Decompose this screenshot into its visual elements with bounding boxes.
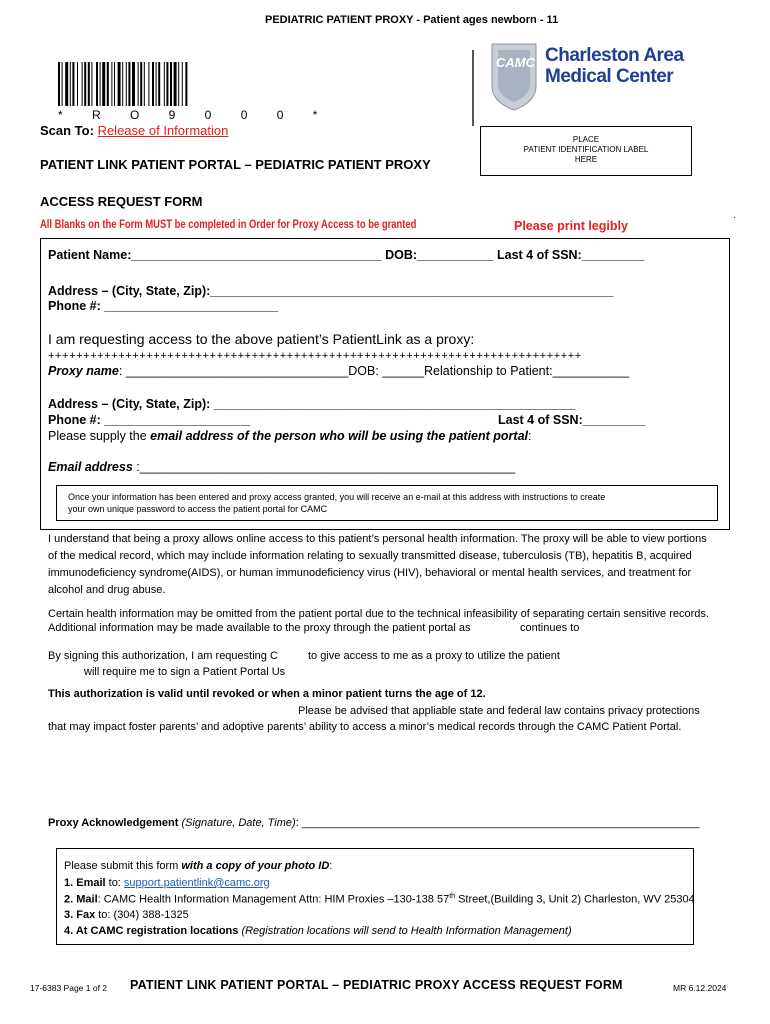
submit-email-link[interactable]: support.patientlink@camc.org	[123, 877, 270, 889]
barcode-bar	[164, 62, 165, 106]
scan-to-label: Scan To:	[40, 123, 94, 138]
info-box	[56, 485, 718, 521]
barcode-bar	[88, 62, 90, 106]
label-box-line2: PATIENT IDENTIFICATION LABEL	[523, 145, 649, 154]
patient-address-field[interactable]: Address – (City, State, Zip):__________________________________________________________	[48, 284, 614, 298]
signing-line-1a: By signing this authorization, I am requesting C	[48, 650, 278, 662]
submit-email-label: 1. Email	[64, 877, 106, 889]
understand-line-3: immunodeficiency syndrome(AIDS), or human immunodeficiency virus (HIV), behavioral or mental health services, and treatment for	[48, 567, 692, 579]
submit-reg-label: 4. At CAMC registration locations	[64, 925, 239, 937]
proxy-phone-field[interactable]: Phone #: _____________________	[48, 413, 251, 427]
request-text: I am requesting access to the above patient’s PatientLink as a proxy:	[48, 331, 475, 347]
proxy-name-field[interactable]: : ________________________________DOB: ______Relationship to Patient:___________	[118, 364, 630, 378]
barcode-bar	[128, 62, 130, 106]
form-title-1: PATIENT LINK PATIENT PORTAL – PEDIATRIC PATIENT PROXY	[40, 157, 431, 172]
barcode-bar	[182, 62, 183, 106]
barcode-bar	[152, 62, 154, 106]
omit-line-2b: continues to	[520, 622, 580, 634]
advised-line-2: that may impact foster parents’ and adoptive parents’ ability to access a minor’s medical records through the CAMC Patient Portal.	[48, 721, 682, 733]
scan-to-value: Release of Information	[97, 123, 229, 138]
warning-text: All Blanks on the Form MUST be completed in Order for Proxy Access to be granted	[40, 219, 417, 231]
understand-line-2: of the medical record, which may include information relating to sexually transmitted disease, tuberculosis (TB), hepatitis B, acquired	[48, 550, 692, 562]
barcode-bar	[140, 62, 142, 106]
barcode-bar	[82, 62, 83, 106]
barcode-bar	[58, 62, 60, 106]
submit-intro-pre: Please submit this form	[64, 860, 182, 872]
submit-mail-text: : CAMC Health Information Management Attn: HIM Proxies –130-138 57	[97, 893, 450, 906]
barcode-bar	[166, 62, 168, 106]
ack-paren: (Signature, Date, Time)	[178, 817, 296, 829]
barcode-bar	[102, 62, 105, 106]
signing-line-1b: to give access to me as a proxy to utilize the patient	[308, 650, 560, 662]
submit-mail-rest: Street,(Building 3, Unit 2) Charleston, WV 25304	[455, 893, 695, 906]
footer-title: PATIENT LINK PATIENT PORTAL – PEDIATRIC PROXY ACCESS REQUEST FORM	[130, 978, 623, 992]
email-label: Email address	[48, 460, 133, 474]
barcode-bar	[148, 62, 149, 106]
print-legibly: Please print legibly	[514, 219, 628, 233]
patient-label-box	[480, 126, 692, 176]
barcode-bar	[91, 62, 92, 106]
understand-line-4: alcohol and drug abuse.	[48, 584, 166, 596]
barcode-bar	[96, 62, 98, 106]
logo-line2: Medical Center	[545, 66, 674, 87]
barcode	[58, 62, 290, 110]
submit-intro-bold: with a copy of your photo ID	[181, 860, 330, 872]
submit-fax-text: to: (304) 388-1325	[95, 909, 189, 921]
barcode-bar	[100, 62, 101, 106]
barcode-bar	[178, 62, 179, 106]
submit-mail-sup: th	[449, 893, 456, 900]
barcode-bar	[122, 62, 123, 106]
barcode-bar	[107, 62, 109, 106]
barcode-bar	[144, 62, 145, 106]
barcode-bar	[126, 62, 127, 106]
barcode-bar	[62, 62, 63, 106]
understand-line-1: I understand that being a proxy allows online access to this patient’s personal health information. The proxy will be able to view portions	[48, 533, 707, 545]
camc-logo-icon	[488, 40, 540, 112]
proxy-address-field[interactable]: Address – (City, State, Zip): ____________________________________________________	[48, 397, 576, 411]
barcode-bar	[156, 62, 157, 106]
email-field[interactable]: :______________________________________________________	[132, 460, 516, 474]
info-line-1: Once your information has been entered and proxy access granted, you will receive an e-mail at this address with instructions to create	[68, 492, 606, 502]
barcode-bar	[138, 62, 139, 106]
submit-fax-label: 3. Fax	[64, 909, 96, 921]
barcode-bar	[111, 62, 112, 106]
barcode-bar	[72, 62, 74, 106]
email-request-bold: email address of the person who will be using the patient portal	[150, 429, 528, 443]
omit-line-2: Additional information may be made available to the proxy through the patient portal as	[48, 622, 471, 634]
form-title-2: ACCESS REQUEST FORM	[40, 194, 203, 209]
barcode-bar	[170, 62, 172, 106]
barcode-bar	[114, 62, 115, 106]
submit-reg-text: (Registration locations will send to Health Information Management)	[238, 925, 572, 937]
header-title: PEDIATRIC PATIENT PROXY - Patient ages newborn - 11	[265, 14, 559, 26]
logo-mark: CAMC	[496, 55, 535, 70]
footer-rev: MR 6.12.2024	[673, 983, 727, 993]
logo-divider	[472, 50, 474, 126]
signing-line-2: will require me to sign a Patient Portal Us	[84, 666, 286, 678]
barcode-bar	[65, 62, 68, 106]
barcode-bar	[185, 62, 187, 106]
proxy-name-label: Proxy name	[48, 364, 119, 378]
patient-phone-field[interactable]: Phone #: _________________________	[48, 299, 279, 313]
info-line-2: your own unique password to access the patient portal for CAMC	[68, 504, 328, 514]
plus-divider: ++++++++++++++++++++++++++++++++++++++++++++++++++++++++++++++++++++++++++++	[48, 350, 582, 362]
email-request-post: :	[528, 429, 532, 443]
label-box-line1: PLACE	[572, 135, 600, 144]
barcode-bar	[118, 62, 121, 106]
patient-name-field[interactable]: Patient Name:____________________________________ DOB:___________ Last 4 of SSN:_________	[48, 248, 645, 262]
barcode-bar	[77, 62, 78, 106]
omit-line-1: Certain health information may be omitted from the patient portal due to the technical infeasibility of separating certain sensitive records.	[48, 608, 709, 620]
barcode-bar	[158, 62, 160, 106]
logo-line1: Charleston Area	[545, 45, 684, 66]
barcode-bar	[70, 62, 71, 106]
barcode-bar	[84, 62, 86, 106]
valid-text: This authorization is valid until revoked or when a minor patient turns the age of 12.	[48, 688, 486, 700]
label-box-line3: HERE	[574, 155, 598, 164]
proxy-ssn-field[interactable]: Last 4 of SSN:_________	[498, 413, 646, 427]
submit-email-to: to:	[105, 877, 124, 889]
barcode-bar	[132, 62, 135, 106]
barcode-bar	[174, 62, 177, 106]
barcode-text: * R O 9 0 0 0 *	[58, 108, 331, 122]
email-request-pre: Please supply the	[48, 429, 151, 443]
ack-signature-field[interactable]: : _________________________________________________________________	[295, 817, 700, 829]
footer-code: 17-6383 Page 1 of 2	[30, 983, 108, 993]
submit-intro-post: :	[329, 860, 333, 872]
submit-mail-label: 2. Mail	[64, 893, 98, 906]
advised-line-1: Please be advised that appliable state and federal law contains privacy protections	[298, 705, 700, 717]
ack-label: Proxy Acknowledgement	[48, 817, 179, 829]
